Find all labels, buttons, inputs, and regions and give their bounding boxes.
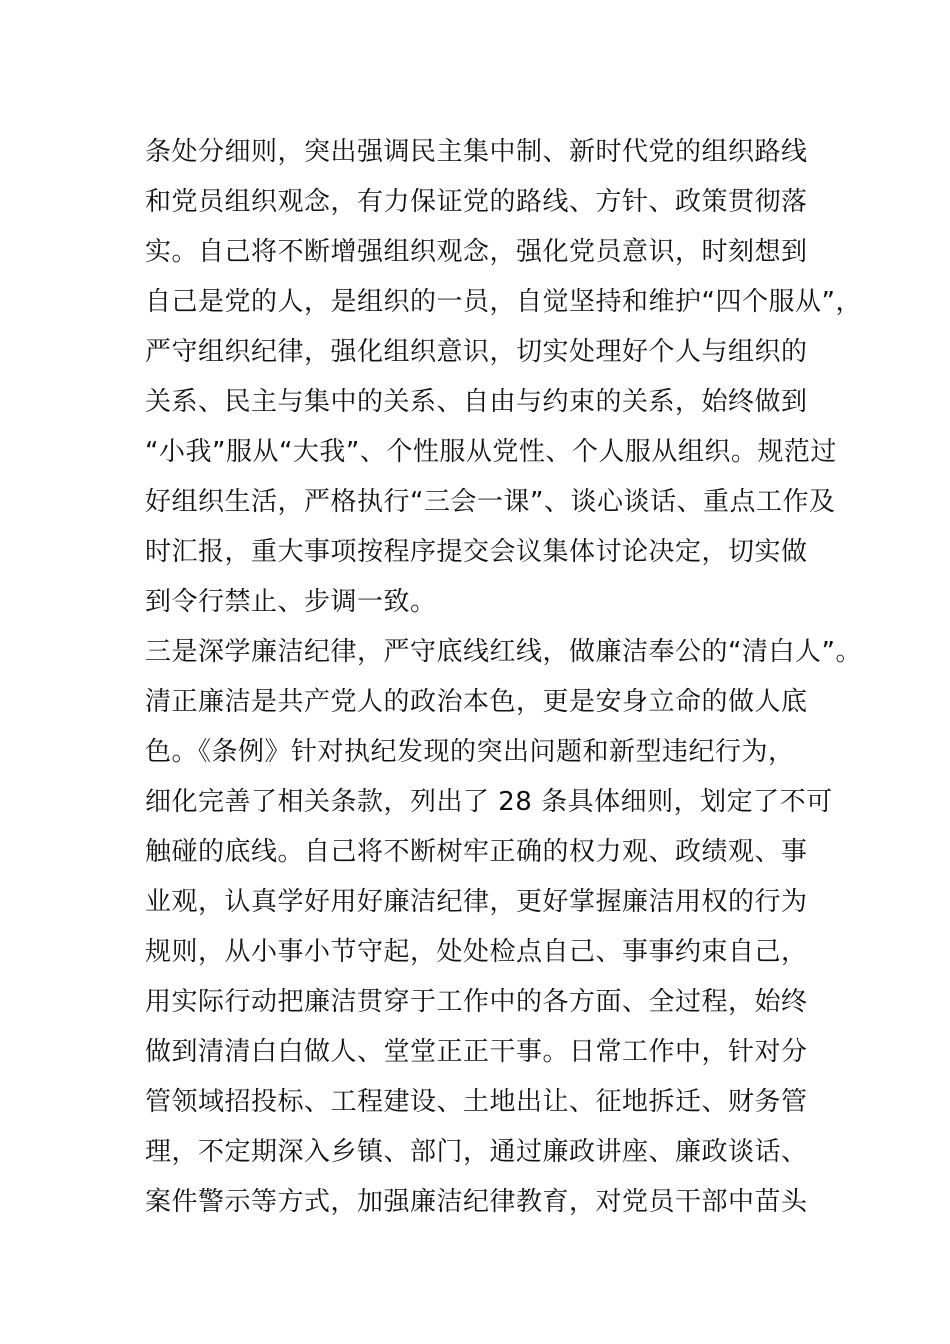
text-line: 自己是党的人，是组织的一员，自觉坚持和维护“四个服从”， [145,287,862,317]
text-line: 做到清清白白做人、堂堂正正干事。日常工作中，针对分 [145,1037,808,1067]
text-line: 业观，认真学好用好廉洁纪律，更好掌握廉洁用权的行为 [145,887,808,917]
text-line: 理，不定期深入乡镇、部门，通过廉政讲座、廉政谈话、 [145,1137,808,1167]
text-line: 规则，从小事小节守起，处处检点自己、事事约束自己， [145,937,808,967]
text-line: 和党员组织观念，有力保证党的路线、方针、政策贯彻落 [145,187,808,217]
text-line: 管领域招投标、工程建设、土地出让、征地拆迁、财务管 [145,1087,808,1117]
text-line: “小我”服从“大我”、个性服从党性、个人服从组织。规范过 [145,437,837,467]
text-line: 色。《条例》针对执纪发现的突出问题和新型违纪行为， [145,737,795,767]
text-line: 触碰的底线。自己将不断树牢正确的权力观、政绩观、事 [145,837,808,867]
text-line: 到令行禁止、步调一致。 [145,587,437,617]
text-line: 条处分细则，突出强调民主集中制、新时代党的组织路线 [145,137,808,167]
text-line: 清正廉洁是共产党人的政治本色，更是安身立命的做人底 [145,687,808,717]
text-line: 细化完善了相关条款，列出了 28 条具体细则，划定了不可 [145,787,833,817]
text-line: 用实际行动把廉洁贯穿于工作中的各方面、全过程，始终 [145,987,808,1017]
text-line: 时汇报，重大事项按程序提交会议集体讨论决定，切实做 [145,537,808,567]
text-line: 关系、民主与集中的关系、自由与约束的关系，始终做到 [145,387,808,417]
text-line: 好组织生活，严格执行“三会一课”、谈心谈话、重点工作及 [145,487,836,517]
text-line: 严守组织纪律，强化组织意识，切实处理好个人与组织的 [145,337,808,367]
text-line: 案件警示等方式，加强廉洁纪律教育，对党员干部中苗头 [145,1187,808,1217]
text-line: 实。自己将不断增强组织观念，强化党员意识，时刻想到 [145,237,808,267]
section-heading-line: 三是深学廉洁纪律，严守底线红线，做廉洁奉公的“清白人”。 [145,637,862,667]
